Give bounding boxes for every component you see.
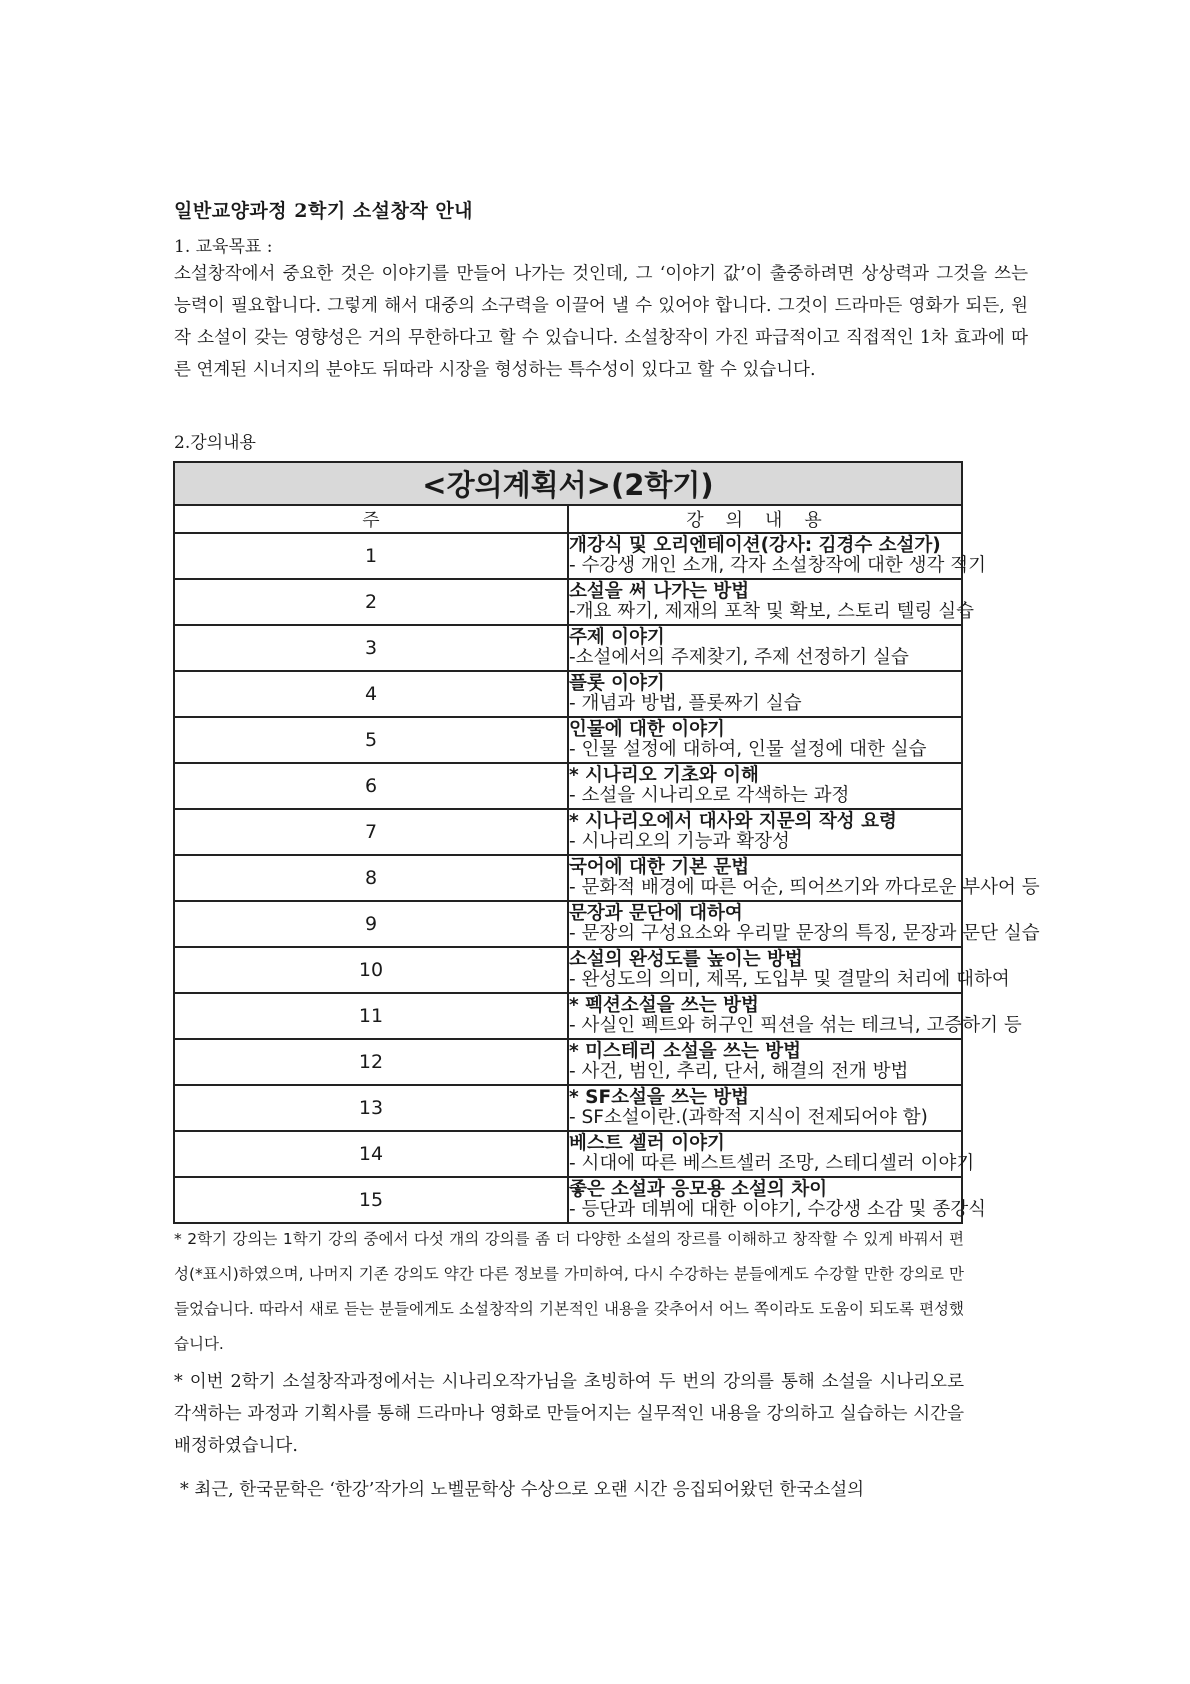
lecture-description: - 사건, 범인, 추리, 단서, 해결의 전개 방법 — [569, 1061, 909, 1082]
lecture-description: - 인물 설정에 대하여, 인물 설정에 대한 실습 — [569, 739, 927, 760]
lecture-content — [568, 809, 962, 855]
week-number: 11 — [174, 993, 568, 1039]
week-number: 12 — [174, 1039, 568, 1085]
lecture-description: - 시대에 따른 베스트셀러 조망, 스테디셀러 이야기 — [569, 1153, 975, 1174]
lecture-content — [568, 947, 1010, 993]
lecture-description: - SF소설이란.(과학적 지식이 전제되어야 함) — [569, 1107, 928, 1128]
lecture-topic: * 시나리오에서 대사와 지문의 작성 요령 — [569, 811, 897, 832]
lecture-content — [568, 671, 962, 717]
lecture-content — [568, 993, 1022, 1039]
lecture-content — [568, 901, 1040, 947]
note-genre-change: * 2학기 강의는 1학기 강의 중에서 다섯 개의 강의를 좀 더 다양한 소설의 장르를 이해하고 창작할 수 있게 바꿔서 편성(*표시)하였으며, 나머지 기존 강의도 약간 다른 정보를 가미하여, 다시 수강하는 분들에게도 수강할 만한 강의로 만들었습니다. 따라서 새로 듣는 분들에게도 소설창작의 기본적인 내용을 갖추어서 어느 쪽이라도 도움이 되도록 편성했습니다. — [174, 1230, 964, 1353]
week-number: 1 — [174, 533, 568, 579]
document-title: 일반교양과정 2학기 소설창작 안내 — [174, 200, 474, 222]
lecture-content — [568, 625, 962, 671]
table-row — [174, 993, 962, 1039]
lecture-topic: 소설의 완성도를 높이는 방법 — [569, 949, 803, 970]
table-row — [174, 1131, 962, 1177]
table-row — [174, 625, 962, 671]
lecture-topic: * 미스테리 소설을 쓰는 방법 — [569, 1041, 802, 1062]
lecture-content — [568, 1131, 975, 1177]
lecture-topic: 인물에 대한 이야기 — [569, 719, 725, 740]
content-column-header: 강의내용 — [568, 505, 962, 533]
lecture-plan-table — [173, 461, 1040, 1224]
lecture-content — [568, 763, 962, 809]
lecture-description: - 완성도의 의미, 제목, 도입부 및 결말의 처리에 대하여 — [569, 969, 1010, 990]
lecture-topic: 개강식 및 오리엔테이션(강사: 김경수 소설가) — [569, 535, 941, 556]
lecture-content — [568, 533, 987, 579]
lecture-topic: 좋은 소설과 응모용 소설의 차이 — [569, 1179, 828, 1200]
week-number: 2 — [174, 579, 568, 625]
lecture-topic: 플롯 이야기 — [569, 673, 665, 694]
lecture-description: - 개념과 방법, 플롯짜기 실습 — [569, 693, 802, 714]
note-scenario-writer: * 이번 2학기 소설창작과정에서는 시나리오작가님을 초빙하여 두 번의 강의를 통해 소설을 시나리오로 각색하는 과정과 기획사를 통해 드라마나 영화로 만들어지는 실무적인 내용을 강의하고 실습하는 시간을 배정하였습니다. — [174, 1372, 964, 1456]
lecture-description: - 소설을 시나리오로 각색하는 과정 — [569, 785, 850, 806]
week-number: 3 — [174, 625, 568, 671]
lecture-topic: * 시나리오 기초와 이해 — [569, 765, 759, 786]
table-row — [174, 1085, 962, 1131]
table-row — [174, 947, 962, 993]
lecture-description: - 문화적 배경에 따른 어순, 띄어쓰기와 까다로운 부사어 등 — [569, 877, 1040, 898]
table-row — [174, 1039, 962, 1085]
table-row — [174, 717, 962, 763]
week-number: 7 — [174, 809, 568, 855]
table-row — [174, 1177, 962, 1223]
section2-heading: 2.강의내용 — [174, 433, 256, 453]
week-number: 9 — [174, 901, 568, 947]
week-number: 8 — [174, 855, 568, 901]
lecture-content — [568, 1085, 962, 1131]
week-number: 4 — [174, 671, 568, 717]
lecture-description: - 문장의 구성요소와 우리말 문장의 특징, 문장과 문단 실습 — [569, 923, 1040, 944]
lecture-topic: 베스트 셀러 이야기 — [569, 1133, 725, 1154]
lecture-content — [568, 1177, 987, 1223]
table-row — [174, 855, 962, 901]
lecture-topic: 문장과 문단에 대하여 — [569, 903, 743, 924]
lecture-description: - 시나리오의 기능과 확장성 — [569, 831, 790, 852]
lecture-topic: 국어에 대한 기본 문법 — [569, 857, 750, 878]
lecture-content — [568, 579, 975, 625]
table-row — [174, 809, 962, 855]
note-korean-literature: * 최근, 한국문학은 ‘한강’작가의 노벨문학상 수상으로 오랜 시간 응집되어왔던 한국소설의 — [180, 1480, 865, 1500]
table-row — [174, 533, 962, 579]
week-number: 6 — [174, 763, 568, 809]
lecture-description: -소설에서의 주제찾기, 주제 선정하기 실습 — [569, 647, 909, 668]
table-row — [174, 763, 962, 809]
lecture-plan-title: <강의계획서>(2학기) — [174, 462, 962, 505]
lecture-content — [568, 717, 962, 763]
lecture-topic: 주제 이야기 — [569, 627, 665, 648]
table-row — [174, 579, 962, 625]
lecture-description: - 등단과 데뷔에 대한 이야기, 수강생 소감 및 종강식 — [569, 1199, 987, 1220]
lecture-content — [568, 1039, 962, 1085]
lecture-description: - 수강생 개인 소개, 각자 소설창작에 대한 생각 적기 — [569, 555, 987, 576]
lecture-description: - 사실인 펙트와 허구인 픽션을 섞는 테크닉, 고증하기 등 — [569, 1015, 1022, 1036]
lecture-topic: 소설을 써 나가는 방법 — [569, 581, 750, 602]
section1-heading: 1. 교육목표 : — [174, 237, 273, 257]
lecture-description: -개요 짜기, 제재의 포착 및 확보, 스토리 텔링 실습 — [569, 601, 975, 622]
week-number: 15 — [174, 1177, 568, 1223]
lecture-topic: * SF소설을 쓰는 방법 — [569, 1087, 750, 1108]
table-header-row — [174, 505, 962, 533]
week-number: 10 — [174, 947, 568, 993]
table-row — [174, 671, 962, 717]
week-number: 5 — [174, 717, 568, 763]
week-number: 13 — [174, 1085, 568, 1131]
table-row — [174, 901, 962, 947]
lecture-content — [568, 855, 1040, 901]
week-number: 14 — [174, 1131, 568, 1177]
lecture-topic: * 펙션소설을 쓰는 방법 — [569, 995, 759, 1016]
week-column-header: 주 — [174, 505, 568, 533]
section1-body: 소설창작에서 중요한 것은 이야기를 만들어 나가는 것인데, 그 ‘이야기 값’이 출중하려면 상상력과 그것을 쓰는 능력이 필요합니다. 그렇게 해서 대중의 소구력을 이끌어 낼 수 있어야 합니다. 그것이 드라마든 영화가 되든, 원작 소설이 갖는 영향성은 거의 무한하다고 할 수 있습니다. 소설창작이 가진 파급적이고 직접적인 1차 효과에 따른 연계된 시너지의 분야도 뒤따라 시장을 형성하는 특수성이 있다고 할 수 있습니다. — [174, 264, 1028, 380]
